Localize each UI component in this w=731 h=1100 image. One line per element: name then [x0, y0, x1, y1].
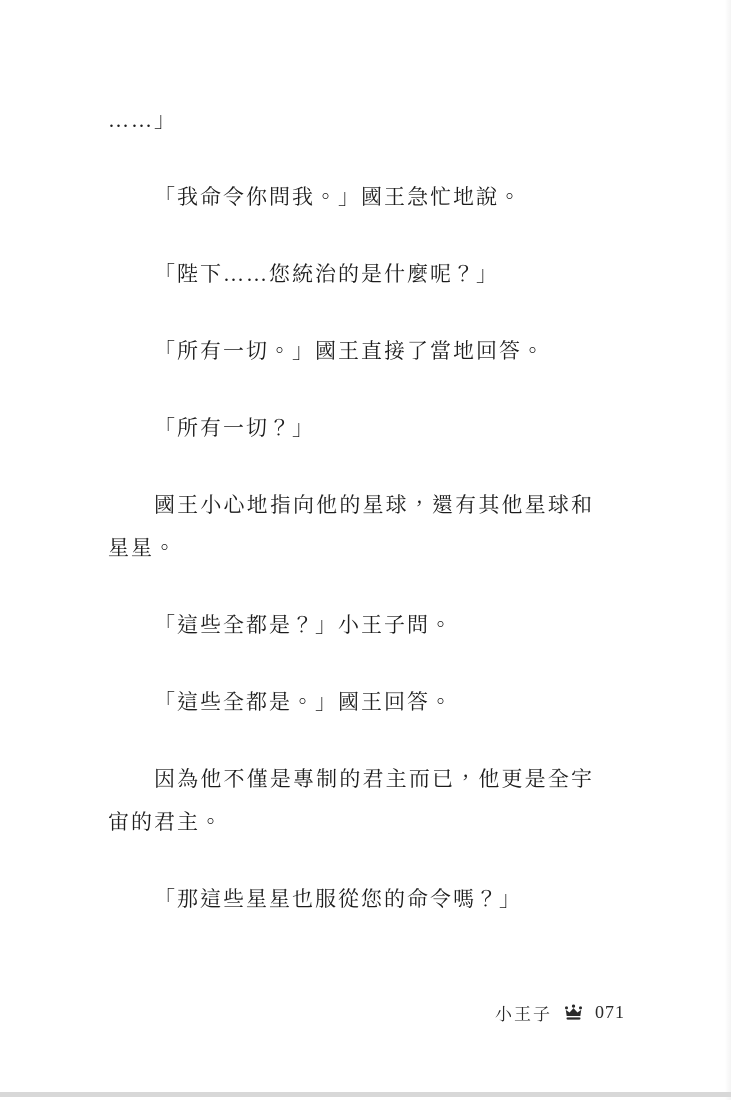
text-paragraph: 「陛下……您統治的是什麼呢？」	[154, 262, 499, 286]
text-paragraph: 國王小心地指向他的星球，還有其他星球和星星。	[108, 493, 594, 560]
crown-icon	[563, 1004, 584, 1021]
footer-book-title: 小王子	[495, 1005, 552, 1024]
text-paragraph: 「我命令你問我。」國王急忙地說。	[154, 185, 522, 209]
text-paragraph: 「所有一切？」	[154, 416, 315, 440]
page-edge-bottom	[0, 1092, 731, 1097]
text-paragraph: 「這些全都是。」國王回答。	[154, 690, 453, 714]
page-edge-right	[725, 0, 731, 1100]
text-paragraph: 因為他不僅是專制的君主而已，他更是全宇宙的君主。	[108, 767, 594, 834]
text-paragraph: 「這些全都是？」小王子問。	[154, 613, 453, 637]
text-paragraph: 「所有一切。」國王直接了當地回答。	[154, 339, 545, 363]
footer-page-number: 071	[595, 1002, 625, 1022]
page-footer	[495, 1000, 625, 1025]
text-paragraph: ……」	[108, 108, 177, 132]
page-text	[108, 99, 594, 955]
text-paragraph: 「那這些星星也服從您的命令嗎？」	[154, 887, 522, 911]
